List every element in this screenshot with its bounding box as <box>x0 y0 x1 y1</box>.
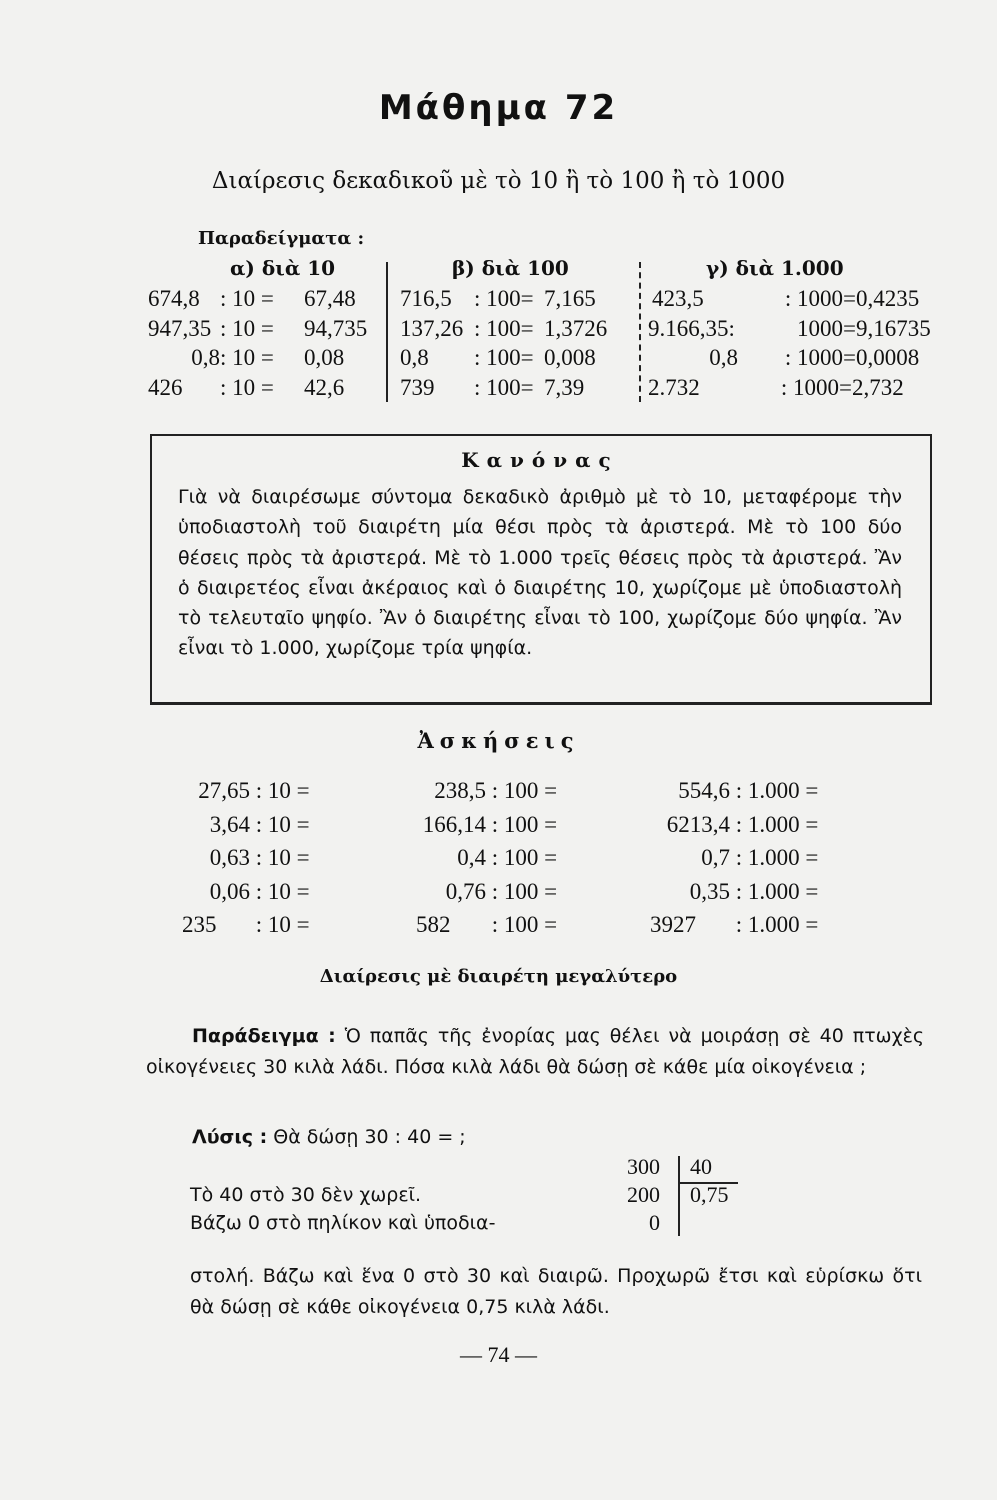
solution-step-1: Τὸ 40 στὸ 30 δὲν χωρεῖ. <box>190 1184 422 1206</box>
exercise-row <box>650 845 818 879</box>
example-row <box>400 316 607 346</box>
exercise-divisor: : 100 = <box>491 811 558 837</box>
exercise-number: 6213,4 <box>666 811 730 837</box>
exercise-divisor: : 1.000 = <box>735 878 819 904</box>
operator: : 100= <box>474 286 534 311</box>
dividend: 9.166,35: <box>648 315 735 341</box>
exercise-divisor: : 1.000 = <box>735 811 819 837</box>
result: 67,48 <box>304 286 356 311</box>
exercise-divisor: : 10 = <box>255 912 310 937</box>
dividend: 0,8 <box>191 345 220 370</box>
solution-step-2: Βάζω 0 στὸ πηλίκον καὶ ὑποδια- <box>190 1212 496 1234</box>
division-dividend: 300 <box>627 1154 660 1179</box>
operator: : 1000= <box>784 345 856 370</box>
example-text: Ὁ παπᾶς τῆς ἐνορίας μας θέλει νὰ μοιράσῃ σὲ 40 πτωχὲς οἰκογένειες 30 κιλὰ λάδι. Πόσα κιλὰ λάδι θὰ δώσῃ σὲ κάθε μία οἰκογένεια ; <box>146 1025 924 1078</box>
exercise-divisor: : 100 = <box>491 845 558 870</box>
exercise-row <box>170 879 310 913</box>
exercise-number: 166,14 <box>422 811 486 837</box>
example-row <box>400 375 607 405</box>
result: 42,6 <box>304 374 345 400</box>
dividend: 423,5 <box>652 286 704 311</box>
division-bar <box>680 1182 738 1184</box>
exercise-divisor: : 1.000 = <box>735 778 819 803</box>
example-heading: β) διὰ 100 <box>452 256 569 280</box>
exercise-row <box>410 778 557 812</box>
exercise-divisor: : 100 = <box>491 912 558 937</box>
example-row <box>148 375 367 405</box>
exercise-divisor: : 100 = <box>491 878 558 904</box>
result: 0,0008 <box>856 345 920 370</box>
lesson-title: Μάθημα 72 <box>378 88 619 128</box>
example-label: Παράδειγμα : <box>192 1025 336 1047</box>
exercise-row <box>410 845 557 879</box>
rule-title: Κανόνας <box>461 448 619 472</box>
division-quotient: 0,75 <box>690 1182 729 1207</box>
exercise-divisor: : 10 = <box>255 845 310 870</box>
operator: : 10 = <box>220 374 274 400</box>
long-division <box>600 1154 750 1244</box>
exercise-row <box>170 812 310 846</box>
exercise-row <box>650 912 818 946</box>
example-row <box>648 316 931 346</box>
example-column-100 <box>400 256 607 404</box>
example-row <box>148 316 367 346</box>
operator: : 100= <box>474 345 534 370</box>
exercise-divisor: : 1.000 = <box>735 845 819 870</box>
exercise-row <box>170 778 310 812</box>
solution-line <box>192 1126 466 1148</box>
exercise-number: 0,4 <box>457 845 486 870</box>
division-bar <box>678 1156 680 1236</box>
examples-label: Παραδείγματα : <box>198 228 365 249</box>
page-number: — 74 — <box>460 1342 537 1367</box>
exercise-divisor: : 10 = <box>255 878 310 904</box>
exercise-number: 582 <box>416 912 451 937</box>
section-title: Διαίρεσις μὲ διαιρέτη μεγαλύτερο <box>319 966 678 987</box>
exercise-divisor: : 100 = <box>491 778 558 803</box>
dividend: 674,8 <box>148 286 200 311</box>
division-remainder: 200 <box>627 1182 660 1207</box>
result: 7,165 <box>544 286 596 311</box>
operator: : 100= <box>474 374 534 400</box>
exercise-number: 0,63 <box>209 845 250 870</box>
column-divider <box>386 262 388 402</box>
result: 94,735 <box>304 315 368 341</box>
column-divider <box>639 262 641 402</box>
exercise-row <box>650 812 818 846</box>
example-row <box>148 286 367 316</box>
example-column-1000 <box>648 256 931 404</box>
exercise-divisor: : 10 = <box>255 778 310 803</box>
solution-label: Λύσις : <box>192 1126 268 1148</box>
exercise-column-1000 <box>650 778 818 946</box>
example-heading: α) διὰ 10 <box>230 256 336 280</box>
result: 1,3726 <box>544 315 608 341</box>
solution-question: Θὰ δώσῃ 30 : 40 = ; <box>273 1126 466 1148</box>
exercise-number: 554,6 <box>678 778 730 803</box>
solution-continuation: στολή. Βάζω καὶ ἕνα 0 στὸ 30 καὶ διαιρῶ. Προχωρῶ ἔτσι καὶ εὑρίσκω ὅτι θὰ δώσῃ σὲ κάθε οἰκογένεια 0,75 κιλὰ λάδι. <box>190 1265 922 1318</box>
exercise-row <box>650 778 818 812</box>
dividend: 137,26 <box>400 315 464 341</box>
result: 0,008 <box>544 345 596 370</box>
exercise-number: 0,35 <box>689 878 730 904</box>
dividend: 2.732 <box>648 374 700 400</box>
exercise-number: 235 <box>182 912 217 937</box>
exercise-divisor: : 10 = <box>255 811 310 837</box>
example-row <box>648 286 931 316</box>
operator: : 1000= <box>780 374 852 400</box>
operator: : 10 = <box>220 345 274 370</box>
example-row <box>400 345 607 375</box>
example-heading: γ) διὰ 1.000 <box>706 256 844 280</box>
result: 0,4235 <box>856 286 920 311</box>
exercise-row <box>410 912 557 946</box>
dividend: 0,8 <box>400 345 429 370</box>
rule-text: Γιὰ νὰ διαιρέσωμε σύντομα δεκαδικὸ ἀριθμὸ μὲ τὸ 10, μεταφέρομε τὴν ὑποδιαστολὴ τοῦ διαιρέτη μία θέσι πρὸς τὰ ἀριστερά. Μὲ τὸ 100 δύο θέσεις πρὸς τὰ ἀριστερά. Μὲ τὸ 1.000 τρεῖς θέσεις πρὸς τὰ ἀριστερά. Ἂν ὁ διαιρετέος εἶναι ἀκέραιος καὶ ὁ διαιρέτης 10, χωρίζομε μὲ ὑποδιαστολὴ τὸ τελευταῖο ψηφίο. Ἂν ὁ διαιρέτης εἶναι τὸ 100, χωρίζομε δύο ψηφία. Ἂν εἶναι τὸ 1.000, χωρίζομε τρία ψηφία. <box>178 486 902 660</box>
result: 7,39 <box>544 374 585 400</box>
operator: 1000= <box>797 315 856 341</box>
exercise-row <box>650 879 818 913</box>
exercise-number: 238,5 <box>434 778 486 803</box>
example-row <box>148 345 367 375</box>
example-row <box>648 345 931 375</box>
exercise-number: 0,76 <box>445 878 486 904</box>
exercise-number: 3,64 <box>209 811 250 837</box>
lesson-subtitle: Διαίρεσις δεκαδικοῦ μὲ τὸ 10 ἢ τὸ 100 ἢ τὸ 1000 <box>211 168 786 194</box>
operator: : 1000= <box>784 286 856 311</box>
exercise-divisor: : 1.000 = <box>735 912 819 937</box>
example-row <box>400 286 607 316</box>
exercises-title: Ἀσκήσεις <box>417 728 580 753</box>
dividend: 0,8 <box>709 345 738 370</box>
exercise-row <box>410 812 557 846</box>
exercise-number: 0,7 <box>701 845 730 870</box>
exercise-column-100 <box>410 778 557 946</box>
operator: : 10 = <box>220 315 274 341</box>
exercise-row <box>170 912 310 946</box>
dividend: 739 <box>400 374 435 400</box>
exercise-number: 27,65 <box>198 778 250 803</box>
result: 0,08 <box>304 345 345 370</box>
operator: : 100= <box>474 315 534 341</box>
exercise-column-10 <box>170 778 310 946</box>
result: 2,732 <box>852 374 904 400</box>
dividend: 426 <box>148 374 183 400</box>
example-paragraph <box>146 1021 924 1083</box>
example-column-10 <box>148 256 367 404</box>
exercise-row <box>410 879 557 913</box>
operator: : 10 = <box>220 286 274 311</box>
exercise-row <box>170 845 310 879</box>
example-row <box>648 375 931 405</box>
exercise-number: 0,06 <box>209 878 250 904</box>
division-remainder: 0 <box>649 1210 660 1235</box>
dividend: 947,35 <box>148 315 212 341</box>
dividend: 716,5 <box>400 286 452 311</box>
division-divisor: 40 <box>690 1154 712 1179</box>
exercise-number: 3927 <box>650 912 696 937</box>
result: 9,16735 <box>856 315 931 341</box>
